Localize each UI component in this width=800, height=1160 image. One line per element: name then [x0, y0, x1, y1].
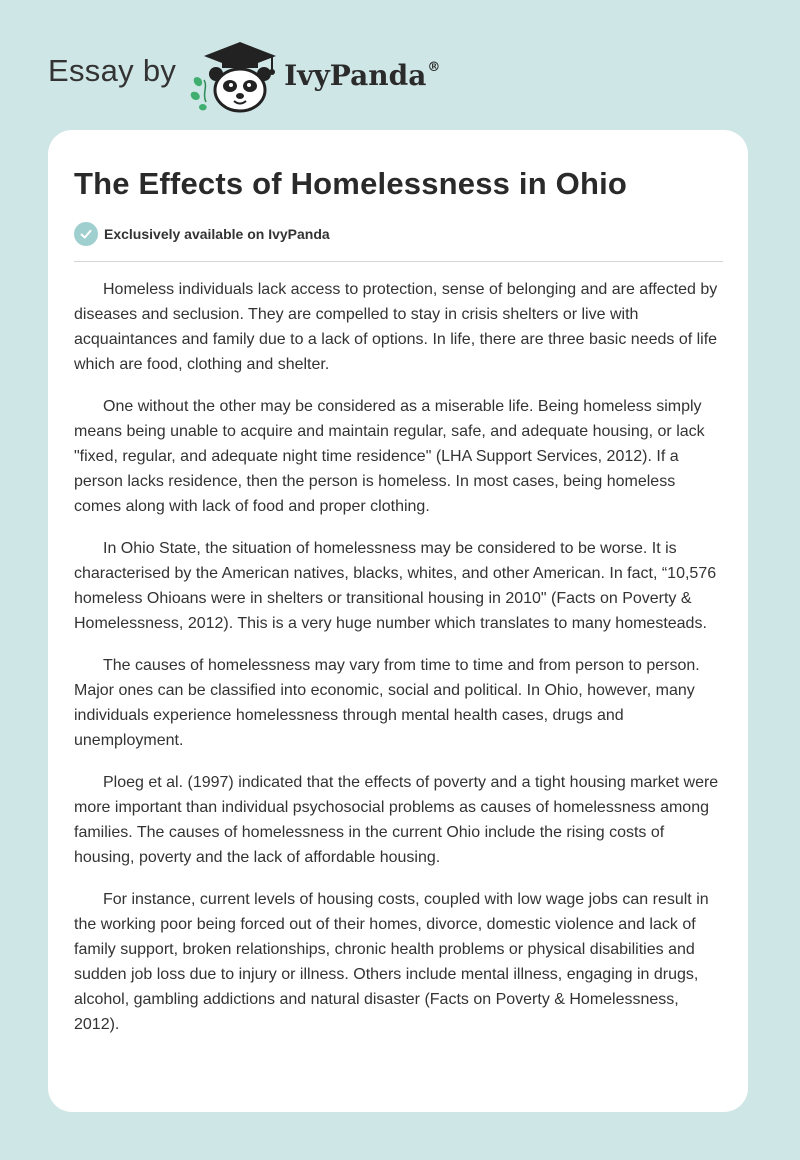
- check-circle-icon: [74, 222, 98, 246]
- page-title: The Effects of Homelessness in Ohio: [74, 166, 628, 201]
- brand-name[interactable]: [284, 59, 440, 92]
- essay-card: [48, 130, 748, 1112]
- paragraph: One without the other may be considered as a miserable life. Being homeless simply means being unable to acquire and maintain regular, safe, and adequate housing, or lack "fixed, regular, and adequate night time residence" (LHA Support Services, 2012). If a person lacks residence, then the person is homeless. In most cases, being homeless comes along with lack of food and proper clothing.: [74, 398, 705, 515]
- site-header: [48, 34, 440, 114]
- exclusive-badge-text: Exclusively available on IvyPanda: [104, 226, 330, 242]
- paragraph: The causes of homelessness may vary from time to time and from person to person. Major ones can be classified into economic, social and political. In Ohio, however, many individuals experience homelessness through mental health cases, drugs and unemployment.: [74, 657, 700, 749]
- paragraph: Homeless individuals lack access to protection, sense of belonging and are affected by diseases and seclusion. They are compelled to stay in crisis shelters or live with acquaintances and family due to a lack of options. In life, there are three basic needs of life which are food, clothing and shelter.: [74, 281, 718, 373]
- essay-body: [74, 277, 724, 1054]
- panda-graduate-logo-icon[interactable]: [186, 34, 282, 114]
- divider: [74, 261, 723, 262]
- paragraph: In Ohio State, the situation of homelessness may be considered to be worse. It is characterised by the American natives, blacks, whites, and other American. In fact, “10,576 homeless Ohioans were in shelters or transitional housing in 2010" (Facts on Poverty & Homelessness, 2012). This is a very huge number which translates to many homesteads.: [74, 540, 717, 632]
- paragraph: Ploeg et al. (1997) indicated that the effects of poverty and a tight housing market were more important than individual psychosocial problems as causes of homelessness among families. The causes of homelessness in the current Ohio include the rising costs of housing, poverty and the lack of affordable housing.: [74, 774, 719, 866]
- registered-mark: ®: [427, 59, 441, 75]
- exclusive-badge: [74, 222, 330, 246]
- essay-by-label: Essay by: [48, 53, 177, 88]
- paragraph: For instance, current levels of housing costs, coupled with low wage jobs can result in the working poor being forced out of their homes, divorce, domestic violence and lack of family support, broken relationships, chronic health problems or physical disabilities and sudden job loss due to injury or illness. Others include mental illness, engaging in drugs, alcohol, gambling addictions and natural disaster (Facts on Poverty & Homelessness, 2012).: [74, 891, 709, 1033]
- brand-text: IvyPanda: [284, 58, 427, 92]
